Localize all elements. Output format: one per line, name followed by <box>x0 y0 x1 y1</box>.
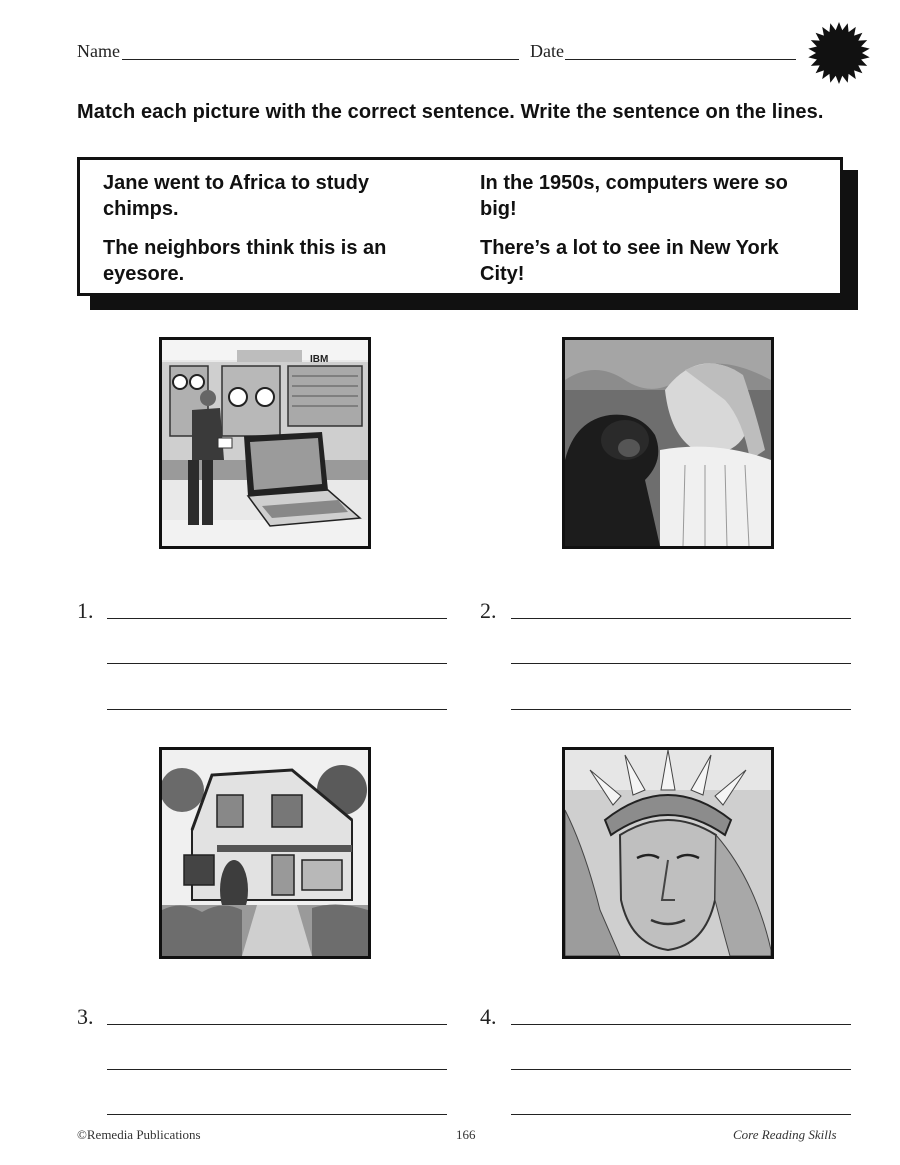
footer-book-title: Core Reading Skills <box>733 1127 837 1142</box>
answer-number-3: 3. <box>77 1004 94 1029</box>
answer-4-line-1[interactable] <box>511 1024 851 1025</box>
answer-3-line-2[interactable] <box>107 1069 447 1070</box>
answer-number-1: 1. <box>77 598 94 623</box>
footer-publisher: ©Remedia Publications <box>77 1127 201 1142</box>
chimp-picture <box>562 337 774 549</box>
answer-4-line-2[interactable] <box>511 1069 851 1070</box>
answer-number-4: 4. <box>480 1004 497 1029</box>
sentence-3: The neighbors think this is an eyesore. <box>103 237 387 285</box>
answer-1-line-3[interactable] <box>107 709 447 710</box>
answer-3-line-3[interactable] <box>107 1114 447 1115</box>
answer-2-line-1[interactable] <box>511 618 851 619</box>
instructions-text: Match each picture with the correct sentence. Write the sentence on the lines. <box>77 101 824 123</box>
sentence-box <box>77 157 843 296</box>
date-field[interactable] <box>565 59 796 60</box>
date-label: Date <box>530 41 564 61</box>
sentence-2: In the 1950s, computers were so big! <box>480 172 788 220</box>
answer-1-line-1[interactable] <box>107 618 447 619</box>
sentence-1: Jane went to Africa to study chimps. <box>103 172 369 220</box>
answer-1-line-2[interactable] <box>107 663 447 664</box>
sentence-4: There’s a lot to see in New York City! <box>480 237 779 285</box>
ibm-label: IBM <box>310 354 329 365</box>
old-house-picture <box>159 747 371 959</box>
answer-2-line-3[interactable] <box>511 709 851 710</box>
name-label: Name <box>77 41 120 61</box>
starburst-icon <box>808 22 870 84</box>
answer-3-line-1[interactable] <box>107 1024 447 1025</box>
statue-of-liberty-picture <box>562 747 774 959</box>
answer-2-line-2[interactable] <box>511 663 851 664</box>
answer-4-line-3[interactable] <box>511 1114 851 1115</box>
footer-page-number: 166 <box>456 1127 476 1142</box>
computer-picture <box>159 337 371 549</box>
answer-number-2: 2. <box>480 598 497 623</box>
name-field[interactable] <box>122 59 519 60</box>
